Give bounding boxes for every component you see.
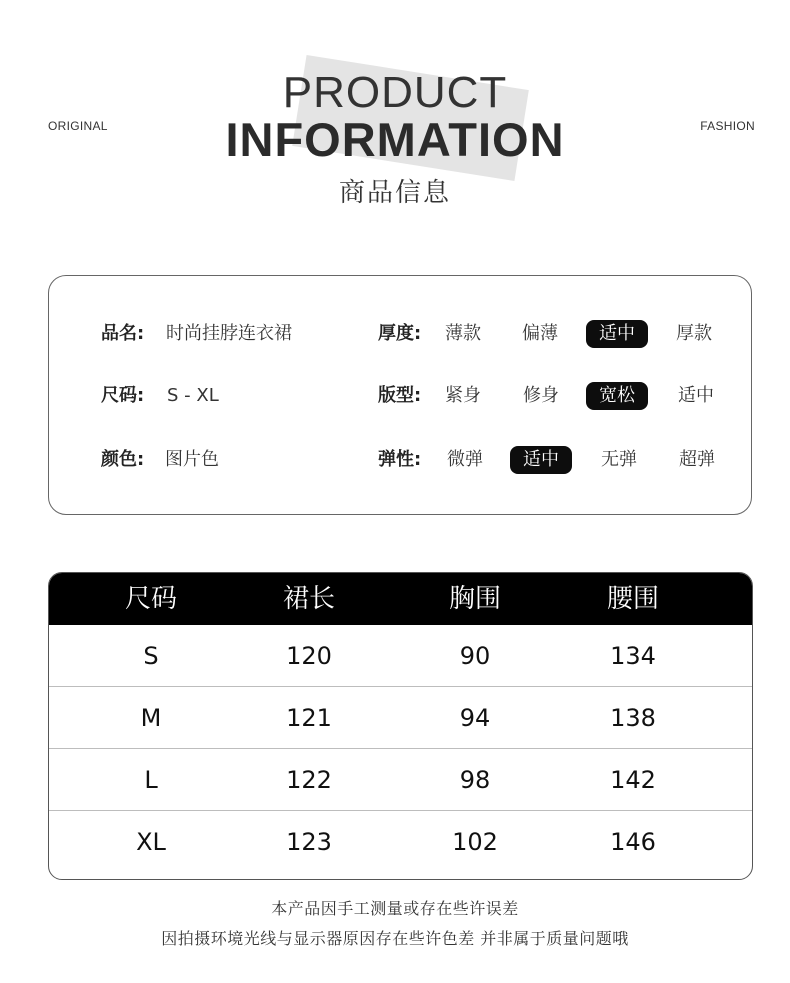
fit-option: 适中	[678, 385, 714, 406]
title-chinese: 商品信息	[338, 178, 451, 208]
info-row-1	[49, 319, 753, 349]
table-cell: 102	[452, 828, 498, 856]
table-cell: 121	[286, 704, 332, 732]
elasticity-option: 超弹	[679, 449, 715, 470]
table-row	[49, 687, 753, 749]
table-cell: 122	[286, 766, 332, 794]
table-cell: 90	[459, 642, 491, 670]
header-size: 尺码	[124, 584, 177, 614]
table-cell: L	[144, 766, 158, 794]
table-cell: 134	[610, 642, 656, 670]
table-cell: 98	[459, 766, 491, 794]
table-cell: XL	[136, 828, 166, 856]
info-row-3	[49, 445, 753, 475]
info-row-2	[49, 381, 753, 411]
table-cell: 142	[610, 766, 656, 794]
table-cell: 120	[286, 642, 332, 670]
side-word-right: FASHION	[700, 119, 755, 133]
side-word-left: ORIGINAL	[48, 119, 108, 133]
name-label: 品名:	[101, 323, 145, 344]
name-value: 时尚挂脖连衣裙	[166, 323, 292, 344]
fit-option: 紧身	[445, 385, 481, 406]
elasticity-option: 微弹	[447, 449, 483, 470]
elasticity-label: 弹性:	[378, 449, 422, 470]
thickness-option: 厚款	[676, 323, 712, 344]
product-info-card	[48, 275, 752, 515]
table-row	[49, 811, 753, 873]
table-cell: S	[143, 642, 159, 670]
elasticity-option: 无弹	[601, 449, 637, 470]
size-value: S - XL	[167, 385, 219, 406]
table-cell: M	[140, 704, 162, 732]
header-length: 裙长	[282, 584, 335, 614]
color-label: 颜色:	[101, 449, 145, 470]
fit-option: 修身	[523, 385, 559, 406]
table-row	[49, 749, 753, 811]
header-waist: 腰围	[606, 584, 659, 614]
thickness-label: 厚度:	[378, 323, 422, 344]
table-cell: 146	[610, 828, 656, 856]
title-line-1: PRODUCT	[282, 68, 508, 117]
table-cell: 138	[610, 704, 656, 732]
color-value: 图片色	[165, 449, 219, 470]
table-row	[49, 625, 753, 687]
thickness-option-selected: 适中	[586, 320, 648, 348]
header-bust: 胸围	[448, 584, 501, 614]
thickness-option: 薄款	[445, 323, 481, 344]
fit-label: 版型:	[378, 385, 422, 406]
table-header	[49, 573, 753, 625]
title-line-2: INFORMATION	[225, 113, 565, 166]
elasticity-option-selected: 适中	[510, 446, 572, 474]
thickness-option: 偏薄	[522, 323, 558, 344]
measurement-note: 本产品因手工测量或存在些许误差	[271, 899, 519, 918]
size-label: 尺码:	[101, 385, 145, 406]
size-table	[48, 572, 753, 880]
fit-option-selected: 宽松	[586, 382, 648, 410]
table-cell: 123	[286, 828, 332, 856]
table-cell: 94	[459, 704, 491, 732]
color-difference-note: 因拍摄环境光线与显示器原因存在些许色差 并非属于质量问题哦	[161, 929, 629, 948]
